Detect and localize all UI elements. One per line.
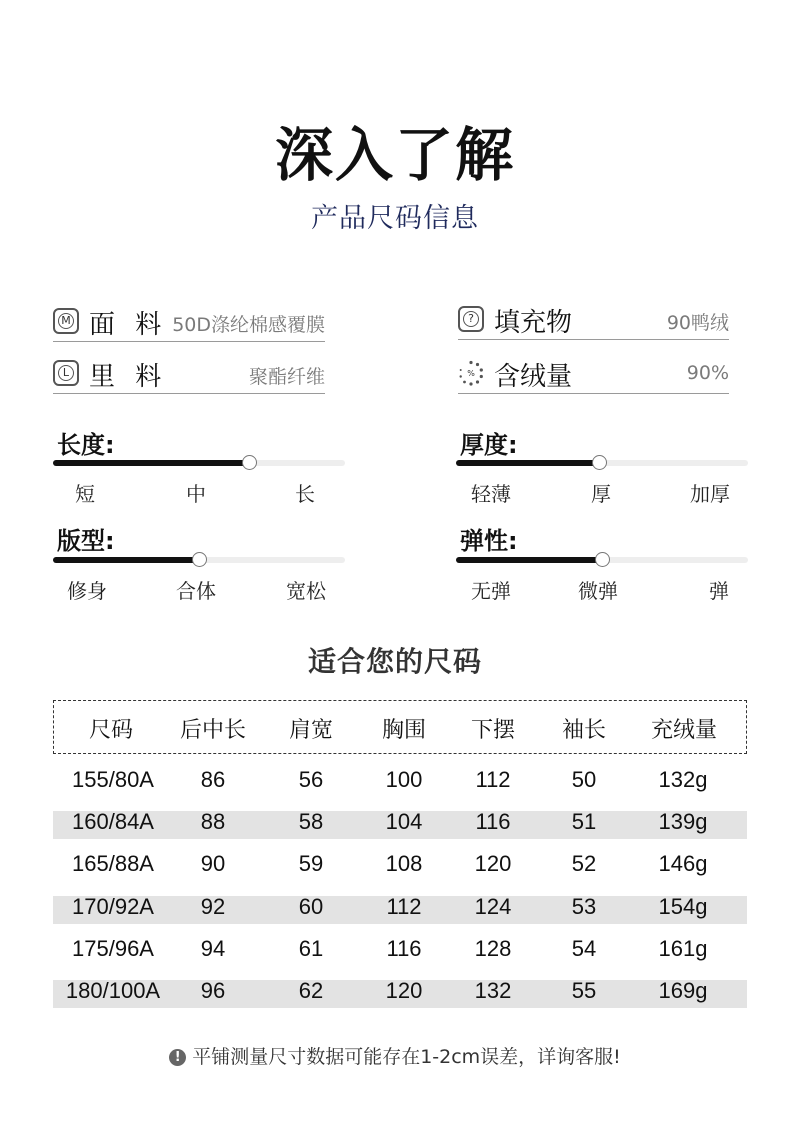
cell-chest: 112 (386, 894, 422, 919)
cell-back-length: 88 (200, 809, 226, 834)
thickness-tick-thick: 厚 (591, 482, 611, 506)
cell-hem: 120 (474, 851, 512, 876)
fit-tick-loose: 宽松 (286, 579, 326, 603)
page-title: 深入了解 (274, 121, 515, 189)
length-tick-short: 短 (75, 482, 95, 506)
elasticity-track (456, 557, 748, 563)
spec-filling-label: 填充物 (494, 308, 573, 338)
fit-title: 版型: (57, 527, 115, 555)
spec-down-content-value: 90% (686, 362, 729, 384)
length-tick-medium: 中 (186, 482, 206, 506)
cell-back-length: 86 (200, 767, 226, 792)
cell-hem: 112 (475, 767, 511, 792)
size-table-header (53, 700, 747, 754)
header-back-length: 后中长 (179, 718, 247, 743)
cell-shoulder: 56 (298, 767, 324, 792)
length-title: 长度: (57, 431, 115, 459)
cell-fill-weight: 146g (658, 851, 708, 876)
cell-shoulder: 58 (298, 809, 324, 834)
spec-lining-value: 聚酯纤维 (248, 366, 325, 388)
cell-size: 165/88A (72, 851, 154, 876)
header-sleeve: 袖长 (561, 718, 607, 743)
cell-sleeve: 54 (571, 936, 597, 961)
elasticity-title: 弹性: (460, 527, 518, 555)
thickness-title: 厚度: (460, 431, 518, 459)
cell-back-length: 90 (200, 851, 226, 876)
fit-tick-regular: 合体 (176, 579, 216, 603)
header-fill-weight: 充绒量 (650, 718, 718, 743)
cell-fill-weight: 154g (658, 894, 708, 919)
cell-hem: 116 (475, 809, 511, 834)
elasticity-tick-none: 无弹 (471, 579, 511, 603)
cell-sleeve: 55 (571, 978, 597, 1003)
cell-shoulder: 60 (298, 894, 324, 919)
cell-size: 175/96A (72, 936, 154, 961)
cell-size: 160/84A (72, 809, 154, 834)
cell-chest: 108 (385, 851, 423, 876)
page-subtitle: 产品尺码信息 (311, 203, 479, 234)
spec-fabric-label: 面 料 (89, 310, 168, 340)
table-row (53, 769, 747, 797)
length-fill (53, 460, 249, 466)
length-track (53, 460, 345, 466)
cell-chest: 120 (385, 978, 423, 1003)
table-row (53, 980, 747, 1008)
fit-knob (192, 552, 207, 567)
cell-back-length: 96 (200, 978, 226, 1003)
elasticity-fill (456, 557, 602, 563)
length-knob (242, 455, 257, 470)
header-hem: 下摆 (470, 718, 516, 743)
m-letter-icon: M (53, 308, 79, 334)
cell-sleeve: 52 (571, 851, 597, 876)
cell-fill-weight: 132g (658, 767, 708, 792)
fit-fill (53, 557, 199, 563)
percent-dial-icon (458, 360, 484, 386)
thickness-track (456, 460, 748, 466)
cell-hem: 128 (474, 936, 512, 961)
spec-fabric-value: 50D涤纶棉感覆膜 (172, 314, 325, 336)
table-row (53, 811, 747, 839)
spec-fabric (53, 306, 325, 342)
l-letter-icon: L (53, 360, 79, 386)
cell-sleeve: 51 (571, 809, 597, 834)
cell-fill-weight: 161g (658, 936, 708, 961)
cell-hem: 132 (474, 978, 512, 1003)
exclamation-icon: ! (169, 1049, 186, 1066)
thickness-tick-extra: 加厚 (690, 482, 730, 506)
header-size: 尺码 (88, 718, 134, 743)
cell-fill-weight: 169g (658, 978, 708, 1003)
cell-back-length: 94 (200, 936, 226, 961)
size-table-title: 适合您的尺码 (307, 645, 482, 678)
disclaimer-text: 平铺测量尺寸数据可能存在1-2cm误差，详询客服! (192, 1046, 621, 1068)
cell-size: 170/92A (72, 894, 154, 919)
fit-tick-slim: 修身 (67, 579, 107, 603)
cell-chest: 100 (385, 767, 423, 792)
cell-sleeve: 50 (571, 767, 597, 792)
cell-size: 180/100A (65, 978, 161, 1003)
spec-lining-label: 里 料 (89, 362, 168, 392)
table-row (53, 896, 747, 924)
question-icon: ? (458, 306, 484, 332)
table-row (53, 938, 747, 966)
elasticity-tick-slight: 微弹 (578, 579, 618, 603)
cell-chest: 104 (385, 809, 423, 834)
spec-filling (458, 304, 729, 340)
cell-back-length: 92 (200, 894, 226, 919)
spec-filling-value: 90鸭绒 (666, 312, 729, 334)
cell-sleeve: 53 (571, 894, 597, 919)
elasticity-tick-stretch: 弹 (709, 579, 729, 603)
thickness-tick-light: 轻薄 (471, 482, 511, 506)
svg-text:%: % (467, 369, 475, 378)
spec-down-content-label: 含绒量 (494, 362, 573, 392)
spec-down-content (458, 358, 729, 394)
thickness-knob (592, 455, 607, 470)
cell-size: 155/80A (72, 767, 154, 792)
cell-fill-weight: 139g (658, 809, 708, 834)
table-row (53, 853, 747, 881)
length-tick-long: 长 (295, 482, 315, 506)
cell-shoulder: 62 (298, 978, 324, 1003)
cell-hem: 124 (474, 894, 512, 919)
spec-lining (53, 358, 325, 394)
cell-shoulder: 59 (298, 851, 324, 876)
cell-shoulder: 61 (298, 936, 324, 961)
cell-chest: 116 (386, 936, 422, 961)
elasticity-knob (595, 552, 610, 567)
disclaimer-note (0, 1042, 790, 1069)
header-chest: 胸围 (381, 718, 427, 743)
fit-track (53, 557, 345, 563)
thickness-fill (456, 460, 599, 466)
header-shoulder: 肩宽 (288, 718, 334, 743)
